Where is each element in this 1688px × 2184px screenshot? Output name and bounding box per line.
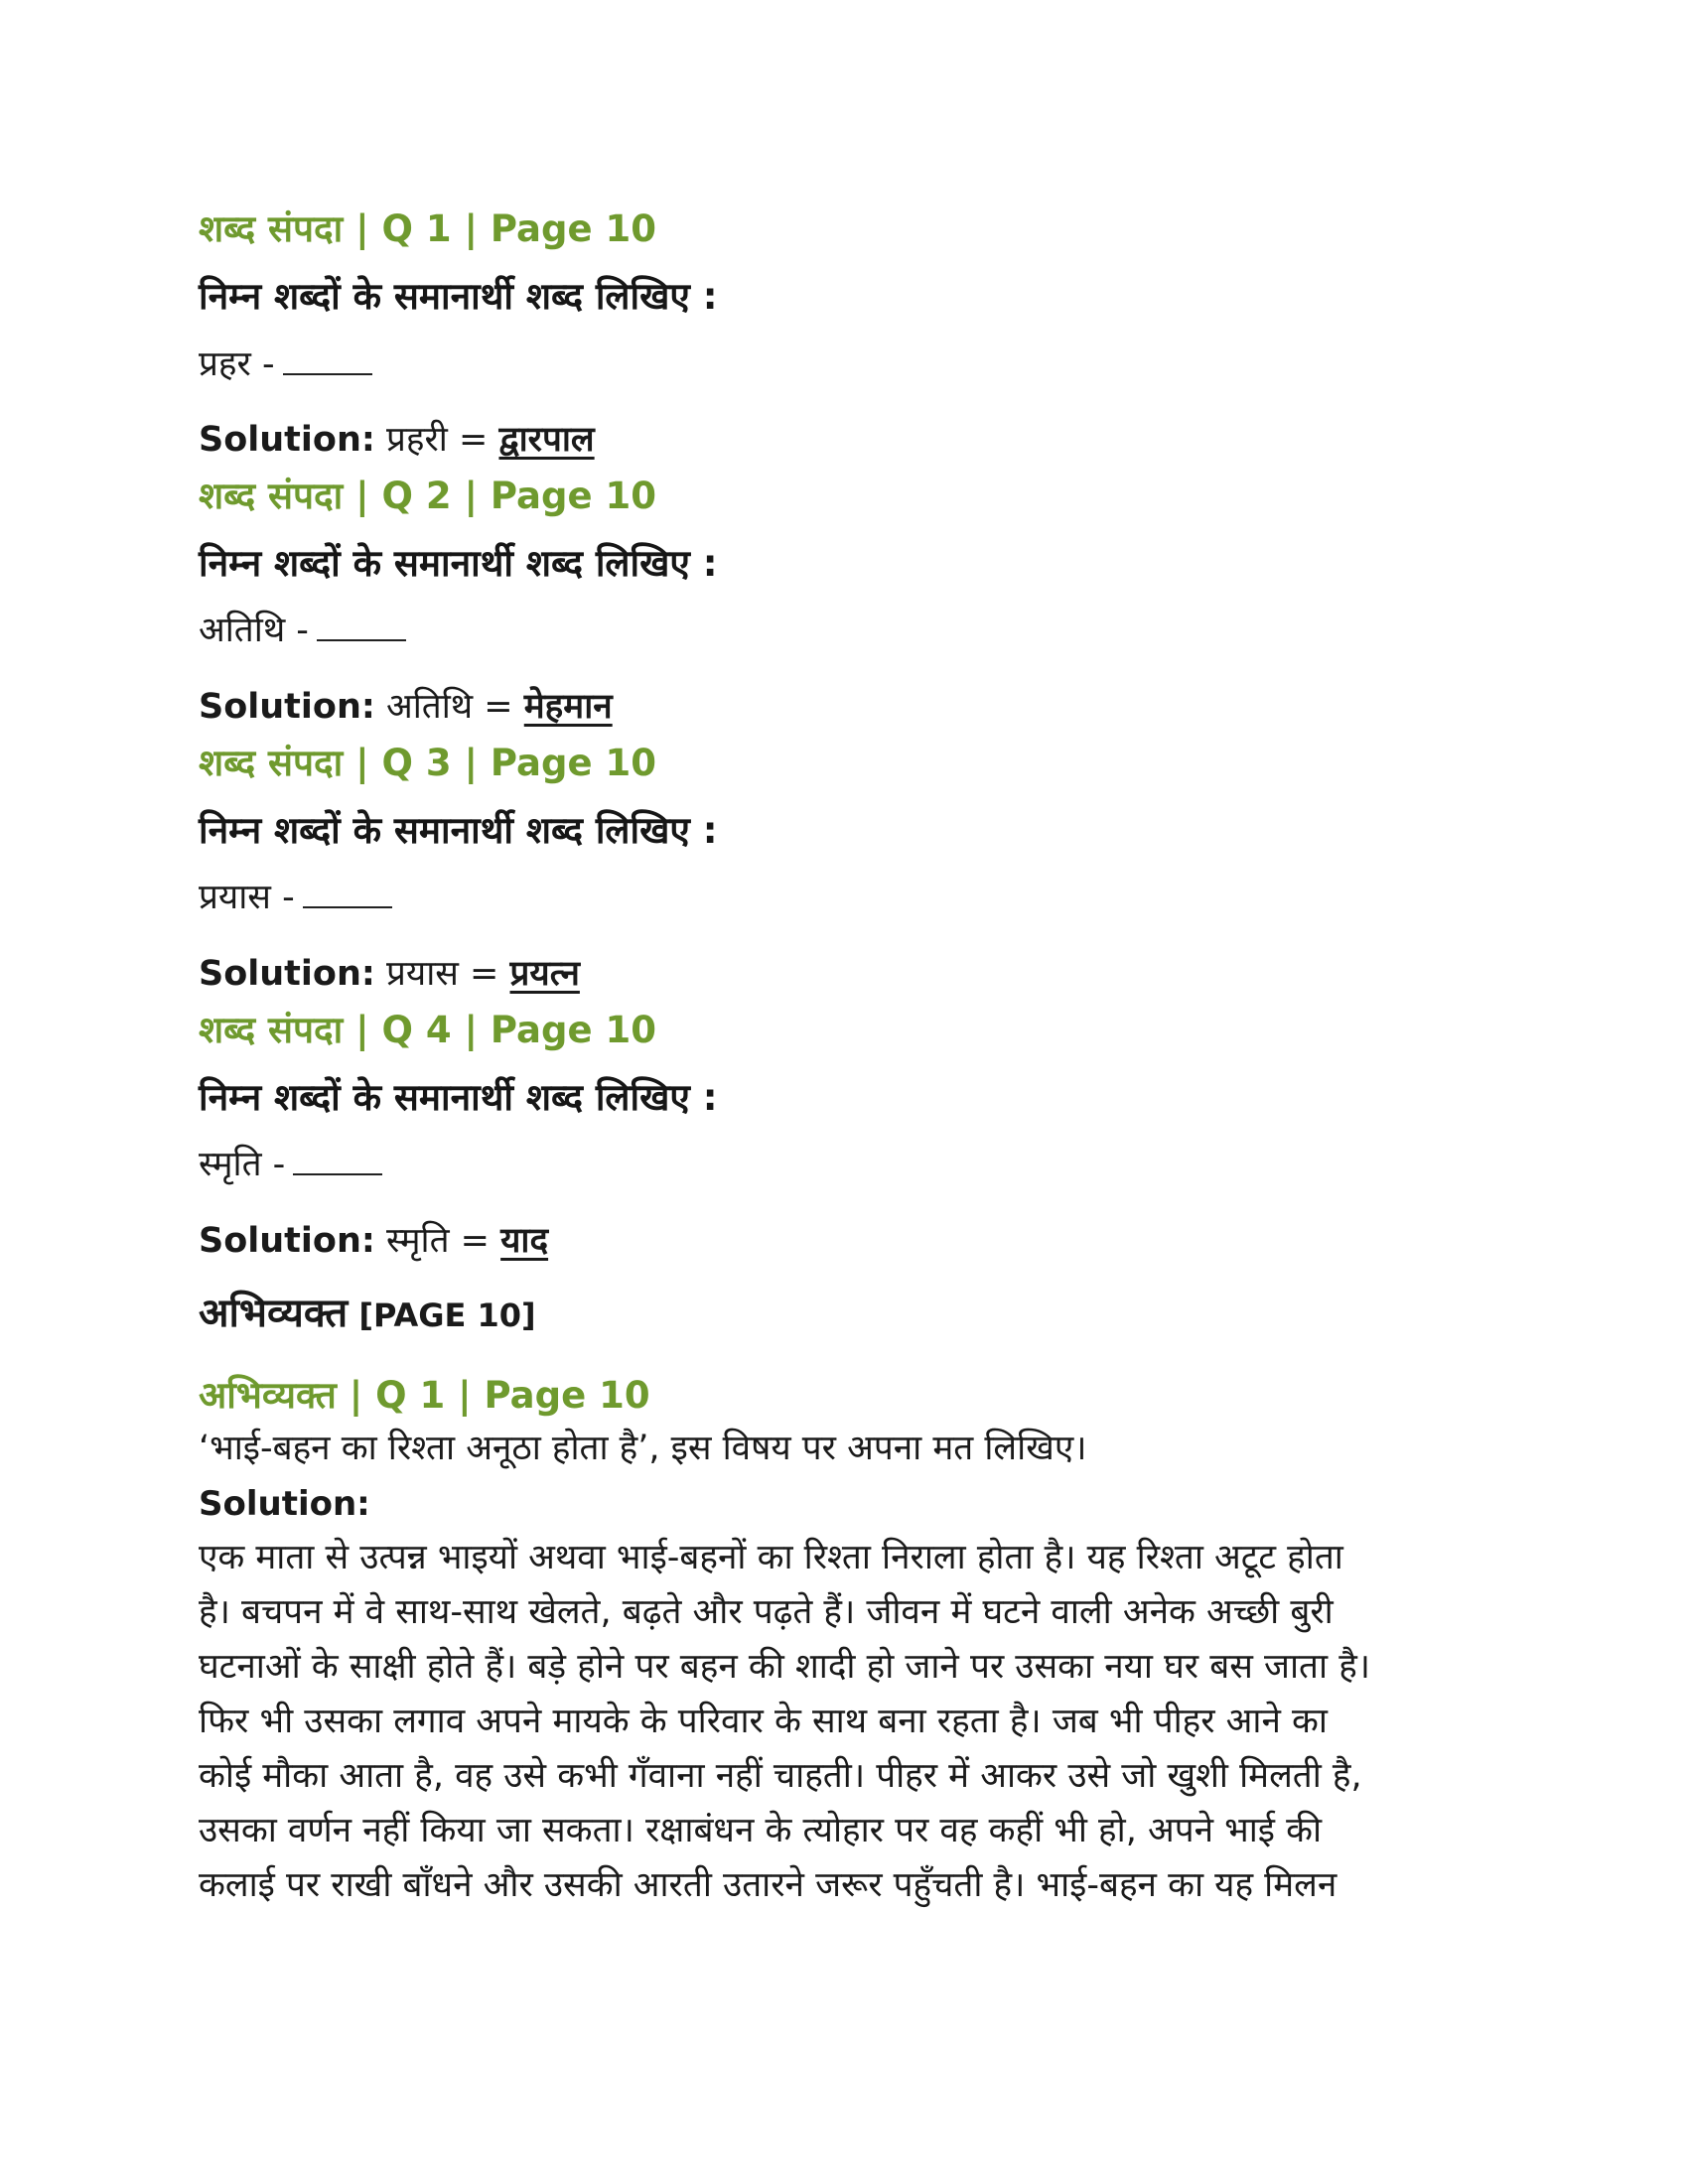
solution-label: Solution: bbox=[199, 954, 375, 994]
paragraph-line: कलाई पर राखी बाँधने और उसकी आरती उतारने जरूर पहुँचती है। भाई-बहन का यह मिलन bbox=[199, 1865, 1337, 1905]
paragraph-line: कोई मौका आता है, वह उसे कभी गँवाना नहीं चाहती। पीहर में आकर उसे जो खुशी मिलती है, bbox=[199, 1756, 1362, 1796]
solution-text: अतिथि = bbox=[374, 687, 524, 727]
question-word bbox=[199, 340, 1489, 389]
word-text: प्रयास - bbox=[199, 878, 295, 917]
word-text: अतिथि - bbox=[199, 611, 309, 650]
solution-answer: याद bbox=[500, 1221, 549, 1261]
solution-line bbox=[199, 682, 1489, 732]
question-instruction: निम्न शब्दों के समानार्थी शब्द लिखिए : bbox=[199, 809, 718, 852]
answer-blank bbox=[303, 877, 392, 908]
answer-blank bbox=[283, 343, 372, 375]
paragraph-line: घटनाओं के साक्षी होते हैं। बड़े होने पर बहन की शादी हो जाने पर उसका नया घर बस जाता है। bbox=[199, 1647, 1371, 1687]
solution-label: Solution: bbox=[199, 687, 375, 727]
question-header: शब्द संपदा | Q 2 | Page 10 bbox=[199, 475, 656, 517]
solution-text: प्रयास = bbox=[374, 954, 510, 994]
solution-line bbox=[199, 415, 1489, 465]
solution-answer: मेहमान bbox=[523, 687, 613, 727]
question-header: अभिव्यक्त | Q 1 | Page 10 bbox=[199, 1374, 650, 1417]
section-heading bbox=[199, 1289, 1489, 1340]
solution-line bbox=[199, 1216, 1489, 1266]
word-text: प्रहर - bbox=[199, 344, 275, 384]
paragraph-line: है। बचपन में वे साथ-साथ खेलते, बढ़ते और पढ़ते हैं। जीवन में घटने वाली अनेक अच्छी बुरी bbox=[199, 1592, 1334, 1632]
question-word bbox=[199, 1140, 1489, 1189]
paragraph-line: एक माता से उत्पन्न भाइयों अथवा भाई-बहनों का रिश्ता निराला होता है। यह रिश्ता अटूट होता bbox=[199, 1538, 1343, 1577]
question-header: शब्द संपदा | Q 1 | Page 10 bbox=[199, 207, 656, 250]
question-header: शब्द संपदा | Q 4 | Page 10 bbox=[199, 1009, 656, 1051]
question-instruction: निम्न शब्दों के समानार्थी शब्द लिखिए : bbox=[199, 275, 718, 318]
solution-line bbox=[199, 949, 1489, 999]
section-title: अभिव्यक्त bbox=[199, 1291, 349, 1336]
solution-paragraph bbox=[199, 1531, 1489, 1913]
question-header: शब्द संपदा | Q 3 | Page 10 bbox=[199, 742, 656, 784]
question-instruction: निम्न शब्दों के समानार्थी शब्द लिखिए : bbox=[199, 1076, 718, 1119]
answer-blank bbox=[293, 1144, 382, 1175]
solution-label: Solution: bbox=[199, 420, 375, 460]
section-page-ref: [PAGE 10] bbox=[348, 1297, 536, 1334]
question-instruction: निम्न शब्दों के समानार्थी शब्द लिखिए : bbox=[199, 542, 718, 585]
word-text: स्मृति - bbox=[199, 1145, 286, 1184]
answer-blank bbox=[317, 610, 406, 641]
solution-label: Solution: bbox=[199, 1221, 375, 1261]
question-word bbox=[199, 606, 1489, 655]
paragraph-line: उसका वर्णन नहीं किया जा सकता। रक्षाबंधन के त्योहार पर वह कहीं भी हो, अपने भाई की bbox=[199, 1811, 1323, 1850]
solution-answer: द्वारपाल bbox=[498, 420, 595, 460]
question-word bbox=[199, 873, 1489, 922]
solution-answer: प्रयत्न bbox=[509, 954, 580, 994]
paragraph-line: फिर भी उसका लगाव अपने मायके के परिवार के साथ बना रहता है। जब भी पीहर आने का bbox=[199, 1702, 1328, 1741]
solution-text: स्मृति = bbox=[374, 1221, 501, 1261]
question-prompt: ‘भाई-बहन का रिश्ता अनूठा होता है’, इस विषय पर अपना मत लिखिए। bbox=[199, 1429, 1087, 1468]
solution-label: Solution: bbox=[199, 1484, 370, 1524]
solution-text: प्रहरी = bbox=[374, 420, 499, 460]
